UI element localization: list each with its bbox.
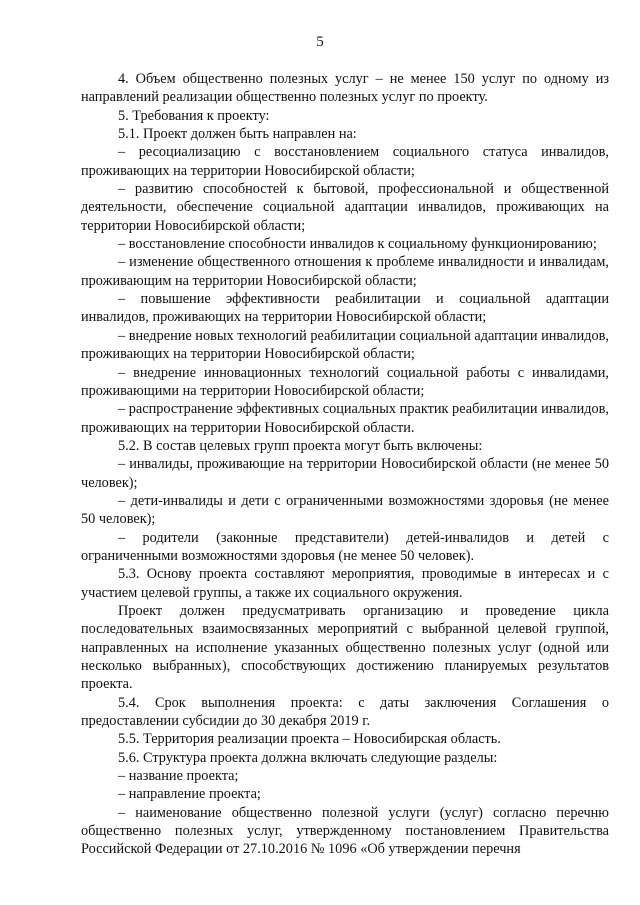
paragraph: 5.6. Структура проекта должна включать следующие разделы: — [118, 749, 498, 766]
list-item: – родители (законные представители) детей-инвалидов и детей с ограниченными возможностями здоровья (не менее 50 человек). — [81, 529, 609, 564]
list-item: – внедрение новых технологий реабилитации социальной адаптации инвалидов, проживающих на территории Новосибирской области; — [81, 327, 609, 363]
list-item: – дети-инвалиды и дети с ограниченными возможностями здоровья (не менее 50 человек); — [81, 492, 609, 528]
list-item: – восстановление способности инвалидов к социальному функционированию; — [118, 236, 597, 253]
list-item: – развитию способностей к бытовой, профессиональной и общественной деятельности, обеспечение социальной адаптации инвалидов, проживающих на территории Новосибирской области; — [81, 181, 609, 234]
list-item: – наименование общественно полезной услуги (услуг) согласно перечню общественно полезных услуг, утвержденному постановлением Правительства Российской Федерации от 27.10.2016 № 1096 «Об утверждении перечня — [81, 804, 609, 858]
paragraph: 5.3. Основу проекта составляют мероприятия, проводимые в интересах и с участием целевой группы, а также их социального окружения. — [81, 566, 609, 601]
page-number: 5 — [316, 34, 324, 50]
paragraph: 4. Объем общественно полезных услуг – не менее 150 услуг по одному из направлений реализации общественно полезных услуг по проекту. — [81, 71, 609, 106]
list-item: – повышение эффективности реабилитации и социальной адаптации инвалидов, проживающих на территории Новосибирской области; — [81, 291, 609, 326]
document-body — [81, 70, 609, 859]
paragraph: 5.2. В состав целевых групп проекта могут быть включены: — [118, 437, 483, 454]
list-item: – инвалиды, проживающие на территории Новосибирской области (не менее 50 человек); — [81, 456, 609, 491]
list-item: – внедрение инновационных технологий социальной работы с инвалидами, проживающими на территории Новосибирской области; — [81, 364, 609, 399]
paragraph: 5.1. Проект должен быть направлен на: — [118, 126, 357, 143]
list-item: – название проекта; — [118, 768, 239, 785]
paragraph: 5.4. Срок выполнения проекта: с даты заключения Соглашения о предоставлении субсидии до 30 декабря 2019 г. — [81, 694, 609, 730]
list-item: – направление проекта; — [118, 786, 261, 803]
list-item: – ресоциализацию с восстановлением социального статуса инвалидов, проживающих на территории Новосибирской области; — [81, 144, 609, 179]
list-item: – распространение эффективных социальных практик реабилитации инвалидов, проживающих на территории Новосибирской области. — [81, 401, 609, 436]
paragraph: Проект должен предусматривать организацию и проведение цикла последовательных взаимосвязанных мероприятий с выбранной целевой группой, направленных на исполнение указанных общественно полезных услуг (одной или несколько выбранных), способствующих достижению планируемых результатов проекта. — [81, 602, 609, 693]
paragraph: 5. Требования к проекту: — [118, 107, 270, 124]
paragraph: 5.5. Территория реализации проекта – Новосибирская область. — [118, 731, 501, 748]
list-item: – изменение общественного отношения к проблеме инвалидности и инвалидам, проживающим на территории Новосибирской области; — [81, 254, 609, 289]
